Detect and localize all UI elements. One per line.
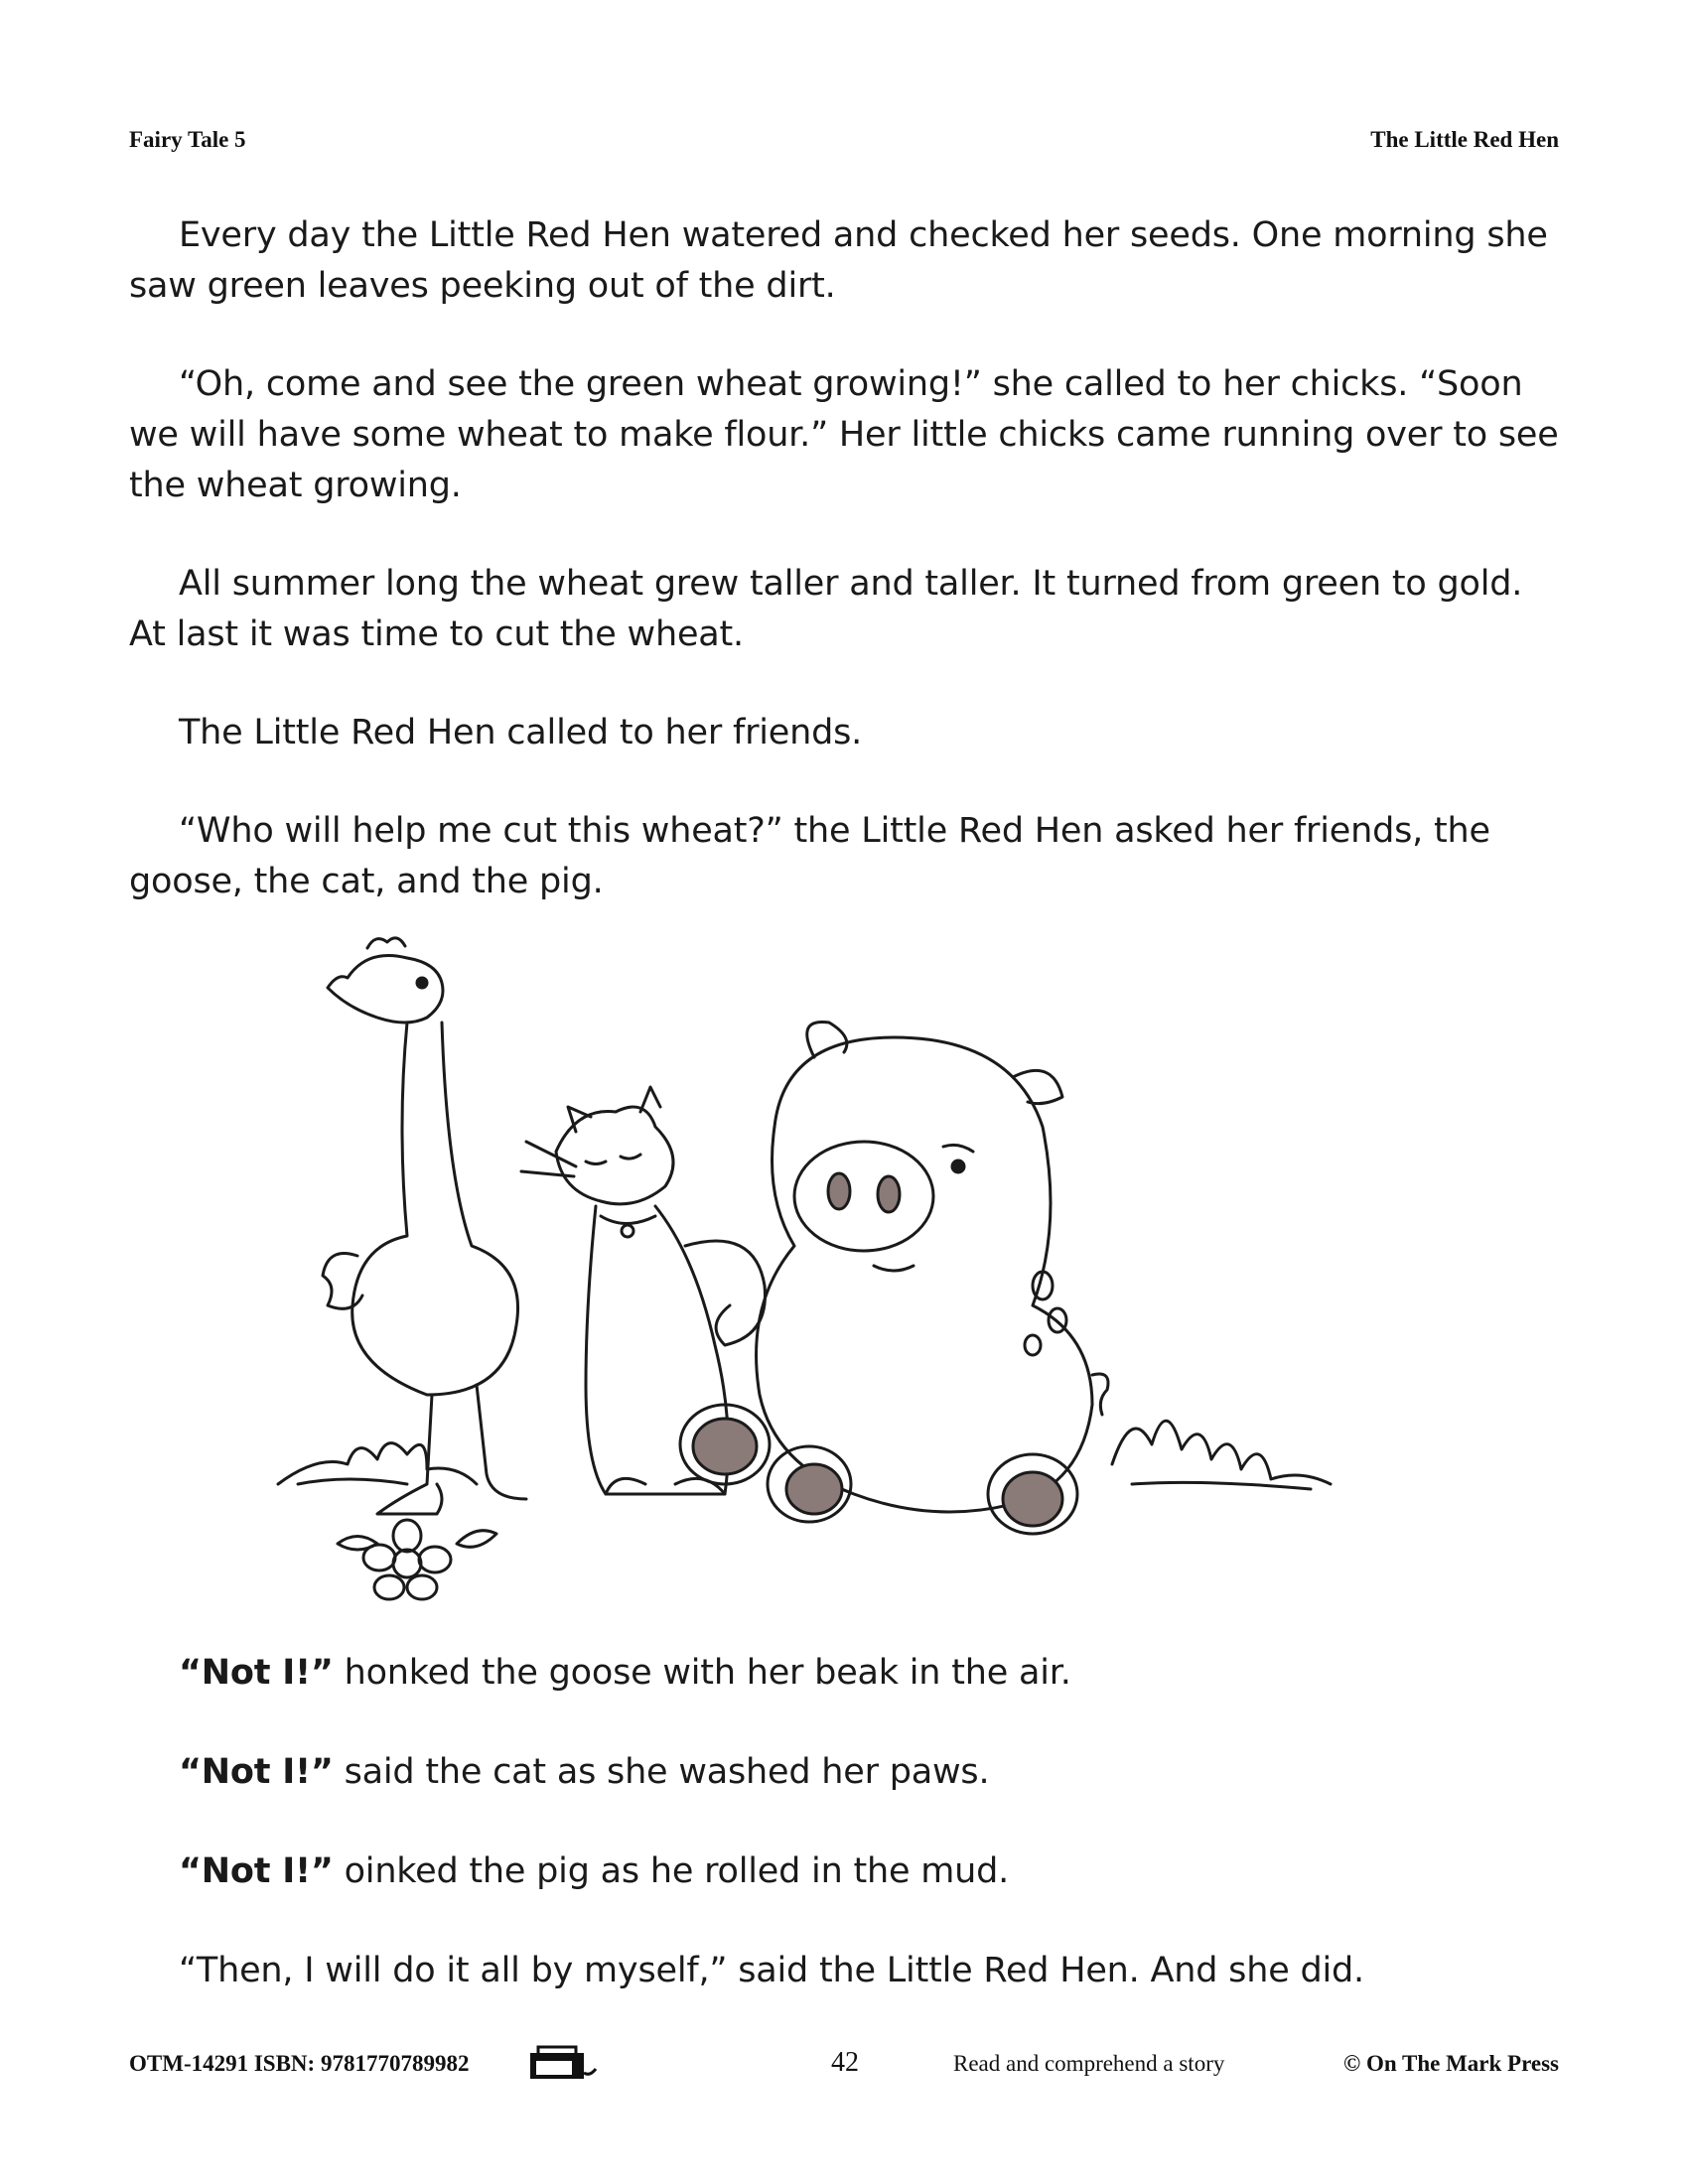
story-paragraph: “Oh, come and see the green wheat growing!” she called to her chicks. “Soon we will have some wheat to make flour.” Her little chicks came running over to see the wheat growing. xyxy=(129,364,1559,505)
grass-icon xyxy=(278,1443,477,1484)
footer-isbn: OTM-14291 ISBN: 9781770789982 xyxy=(129,2051,470,2076)
response-pig xyxy=(179,1846,1569,1897)
response-exclamation: “Not I!” xyxy=(179,1653,334,1693)
footer-copyright: © On The Mark Press xyxy=(1343,2051,1559,2076)
responses xyxy=(179,1648,1569,2045)
computer-icon xyxy=(528,2043,598,2085)
response-cat xyxy=(179,1747,1569,1798)
response-text: said the cat as she washed her paws. xyxy=(333,1752,990,1792)
story-paragraph: Every day the Little Red Hen watered and checked her seeds. One morning she saw green leaves peeking out of the dirt. xyxy=(129,215,1548,306)
flower-icon xyxy=(338,1520,496,1599)
response-exclamation: “Not I!” xyxy=(179,1851,334,1891)
story-paragraph: “Who will help me cut this wheat?” the Little Red Hen asked her friends, the goose, the cat, and the pig. xyxy=(129,811,1490,901)
response-exclamation: “Not I!” xyxy=(179,1752,334,1792)
story-text xyxy=(129,210,1559,955)
header-left: Fairy Tale 5 xyxy=(129,127,246,152)
animals-illustration xyxy=(258,928,1400,1603)
closing-line: “Then, I will do it all by myself,” said the Little Red Hen. And she did. xyxy=(179,1951,1364,1990)
grass-icon xyxy=(1112,1421,1331,1489)
response-goose xyxy=(179,1648,1569,1699)
response-text: honked the goose with her beak in the air. xyxy=(333,1653,1071,1693)
header-right: The Little Red Hen xyxy=(1370,127,1559,152)
response-text: oinked the pig as he rolled in the mud. xyxy=(333,1851,1010,1891)
page-number: 42 xyxy=(831,2047,859,2078)
footer-description: Read and comprehend a story xyxy=(953,2051,1225,2076)
story-paragraph: The Little Red Hen called to her friends. xyxy=(179,713,863,752)
pig-icon xyxy=(680,1022,1108,1534)
story-paragraph: All summer long the wheat grew taller and taller. It turned from green to gold. At last it was time to cut the wheat. xyxy=(129,564,1523,654)
footer xyxy=(129,2047,1559,2091)
goose-icon xyxy=(323,938,526,1514)
